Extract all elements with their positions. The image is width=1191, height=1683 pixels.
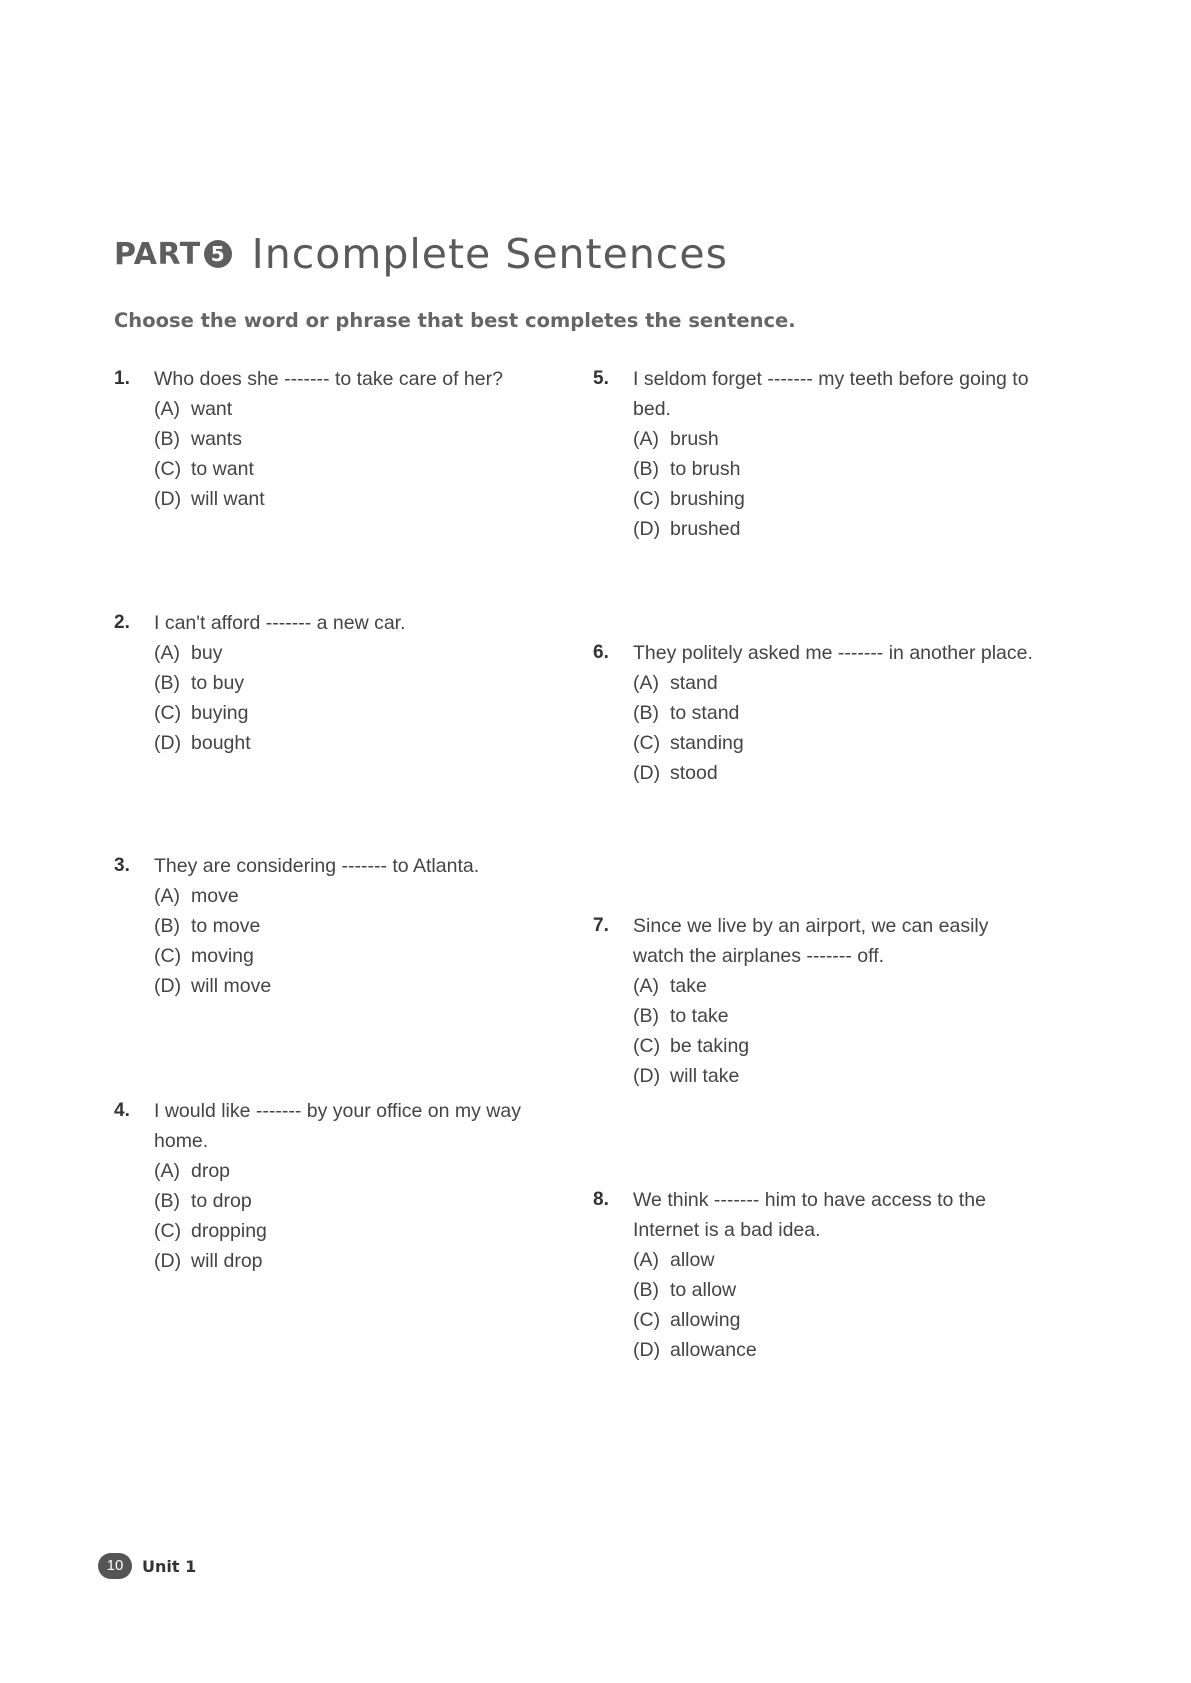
- option-b[interactable]: (B) to move: [154, 915, 261, 937]
- option-b[interactable]: (B) to drop: [154, 1190, 252, 1212]
- option-b[interactable]: (B) to brush: [633, 458, 741, 480]
- option-d[interactable]: (D) bought: [154, 732, 251, 754]
- option-c[interactable]: (C) brushing: [633, 488, 745, 510]
- option-d[interactable]: (D) will want: [154, 488, 265, 510]
- option-d[interactable]: (D) stood: [633, 762, 718, 784]
- question-2: [114, 608, 554, 758]
- question-4: [114, 1096, 554, 1276]
- part-heading: [114, 230, 728, 278]
- question-1: [114, 364, 554, 514]
- question-number: 5.: [593, 368, 609, 389]
- option-b[interactable]: (B) wants: [154, 428, 242, 450]
- part-label: PART: [114, 236, 201, 272]
- question-text: Since we live by an airport, we can easily watch the airplanes ------- off.: [633, 915, 989, 967]
- question-number: 3.: [114, 855, 130, 876]
- option-c[interactable]: (C) be taking: [633, 1035, 750, 1057]
- option-a[interactable]: (A) move: [154, 885, 239, 907]
- part-number-badge: 5: [204, 240, 232, 268]
- option-a[interactable]: (A) brush: [633, 428, 719, 450]
- option-d[interactable]: (D) will take: [633, 1065, 740, 1087]
- option-b[interactable]: (B) to take: [633, 1005, 729, 1027]
- unit-label: Unit 1: [142, 1556, 197, 1576]
- question-text: We think ------- him to have access to the Internet is a bad idea.: [633, 1189, 986, 1241]
- option-d[interactable]: (D) will drop: [154, 1250, 263, 1272]
- directions: Choose the word or phrase that best completes the sentence.: [114, 309, 796, 332]
- question-number: 2.: [114, 612, 130, 633]
- option-c[interactable]: (C) to want: [154, 458, 254, 480]
- question-5: [593, 364, 1033, 544]
- question-number: 8.: [593, 1189, 609, 1210]
- option-b[interactable]: (B) to stand: [633, 702, 740, 724]
- option-c[interactable]: (C) dropping: [154, 1220, 267, 1242]
- question-text: They politely asked me ------- in another place.: [633, 642, 1033, 664]
- question-text: I would like ------- by your office on my way home.: [154, 1100, 521, 1152]
- option-d[interactable]: (D) brushed: [633, 518, 741, 540]
- question-number: 1.: [114, 368, 130, 389]
- option-a[interactable]: (A) drop: [154, 1160, 231, 1182]
- option-b[interactable]: (B) to allow: [633, 1279, 737, 1301]
- option-c[interactable]: (C) buying: [154, 702, 249, 724]
- question-text: They are considering ------- to Atlanta.: [154, 855, 480, 877]
- option-a[interactable]: (A) want: [154, 398, 233, 420]
- question-8: [593, 1185, 1033, 1365]
- question-6: [593, 638, 1033, 788]
- option-c[interactable]: (C) allowing: [633, 1309, 741, 1331]
- question-text: Who does she ------- to take care of her?: [154, 368, 503, 390]
- question-7: [593, 911, 1033, 1091]
- question-3: [114, 851, 554, 1001]
- option-a[interactable]: (A) stand: [633, 672, 718, 694]
- option-a[interactable]: (A) take: [633, 975, 707, 997]
- page-title: Incomplete Sentences: [251, 230, 728, 278]
- page-footer: [98, 1553, 196, 1579]
- question-text: I can't afford ------- a new car.: [154, 612, 406, 634]
- question-number: 6.: [593, 642, 609, 663]
- option-c[interactable]: (C) moving: [154, 945, 254, 967]
- option-d[interactable]: (D) allowance: [633, 1339, 757, 1361]
- question-number: 4.: [114, 1100, 130, 1121]
- option-d[interactable]: (D) will move: [154, 975, 272, 997]
- question-text: I seldom forget ------- my teeth before going to bed.: [633, 368, 1029, 420]
- page-number-badge: 10: [98, 1553, 132, 1579]
- option-c[interactable]: (C) standing: [633, 732, 744, 754]
- option-b[interactable]: (B) to buy: [154, 672, 245, 694]
- question-number: 7.: [593, 915, 609, 936]
- option-a[interactable]: (A) allow: [633, 1249, 715, 1271]
- option-a[interactable]: (A) buy: [154, 642, 223, 664]
